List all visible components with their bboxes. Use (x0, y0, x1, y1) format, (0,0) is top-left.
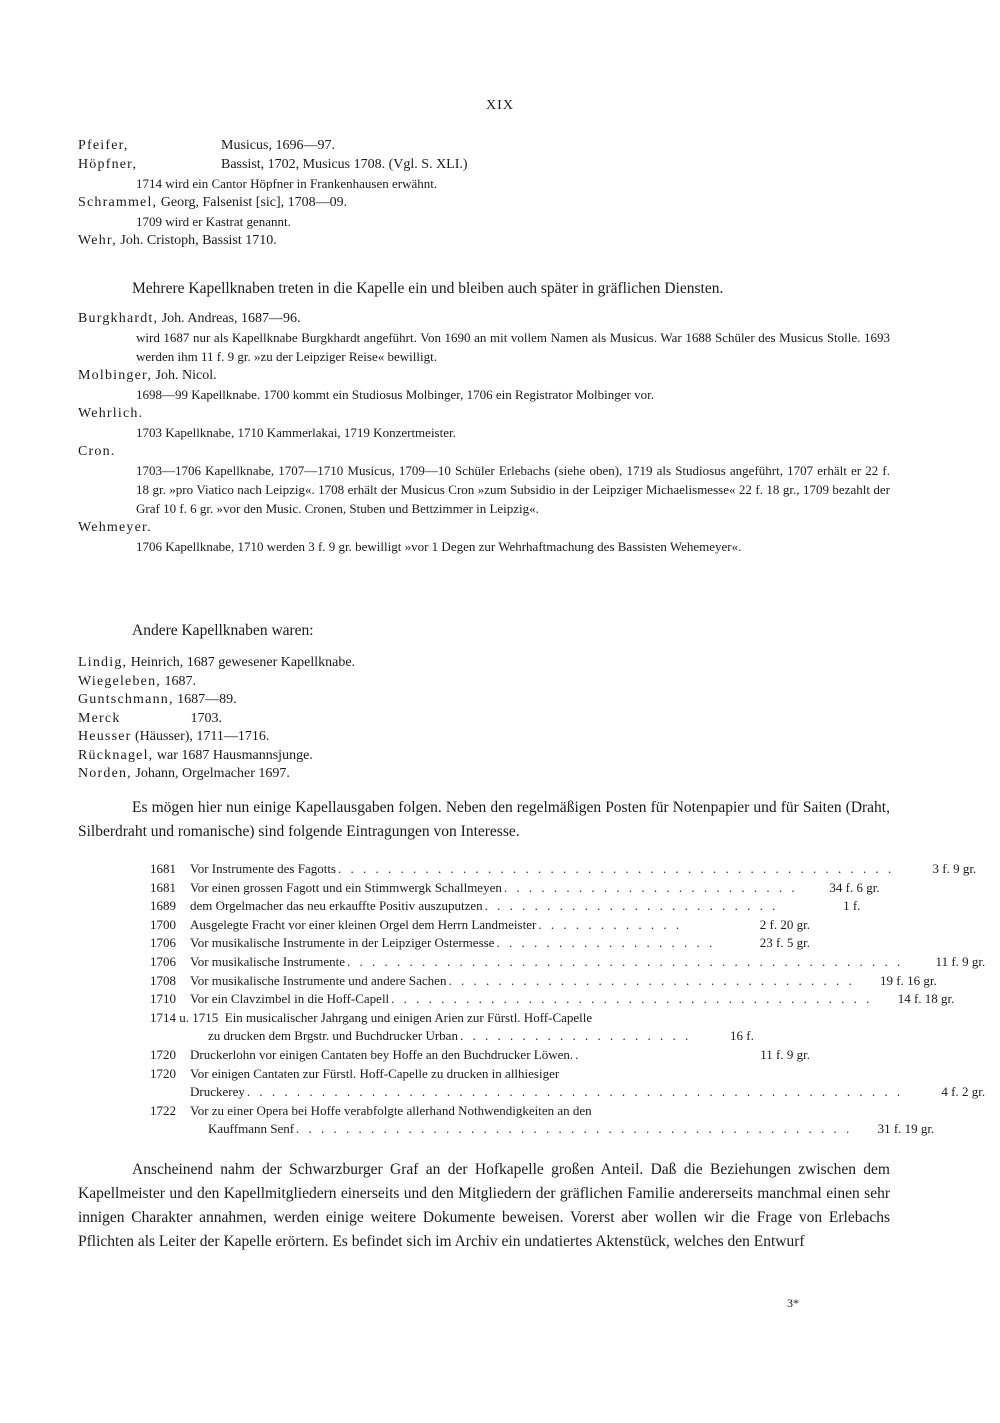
member-name: Pfeifer, (78, 138, 129, 153)
section-heading-2 (78, 620, 890, 642)
ledger-dots: . . . . . . . . . . . . . . . . . . (496, 935, 716, 951)
member-name: Wehr, (78, 233, 117, 248)
ledger-dots: . . . . . . . . . . . . . . . . . . . . . . . . (484, 898, 779, 914)
ledger-amount: 11 f. 9 gr. (760, 1046, 810, 1062)
boy-name: Merck (78, 710, 121, 726)
ledger-amount: 14 f. 18 gr. (897, 991, 955, 1007)
kapellknabe-entry (78, 309, 890, 328)
member-role: Bassist, 1702, Musicus 1708. (Vgl. S. XLI.) (221, 157, 468, 172)
ledger-dots: . . . . . . . . . . . . . . . . . . . . . . . . . . . . . . . . . . . . . . . . . . . . . . . . . . . . . (246, 1084, 904, 1100)
boy-name: Guntschmann, (78, 692, 174, 707)
ledger-text: Vor musikalische Instrumente und andere Sachen (190, 972, 447, 988)
kapellknabe-details: Joh. Andreas, 1687—96. (161, 311, 301, 326)
signature-mark: 3* (787, 1296, 799, 1310)
ledger-text: Vor zu einer Opera bei Hoffe verabfolgte allerhand Nothwendigkeiten an den (190, 1102, 592, 1118)
ledger-row (150, 1065, 810, 1084)
ledger-text: Ein musicalischer Jahrgang und einigen Arien zur Fürstl. Hoff-Capelle (224, 1009, 593, 1025)
ledger-amount: 19 f. 16 gr. (880, 972, 937, 988)
paragraph-text: Es mögen hier nun einige Kapellausgaben folgen. Neben den regelmäßigen Posten für Notenpapier und für Saiten (Draht, Silberdraht und romanische) sind folgende Eintragungen von Interesse. (78, 799, 890, 840)
member-note: 1709 wird er Kastrat genannt. (136, 214, 291, 229)
boy-name: Heusser (78, 729, 132, 744)
members-list (78, 136, 890, 250)
kapellknabe-note: 1706 Kapellknabe, 1710 werden 3 f. 9 gr. bewilligt »vor 1 Degen zur Wehrhaftmachung des Bassisten Wehemeyer«. (136, 539, 742, 554)
section-heading-1 (78, 278, 890, 300)
ledger-text: Vor musikalische Instrumente in der Leipziger Ostermesse (190, 935, 495, 951)
kapellknaben-list (78, 309, 890, 556)
boy-entry (78, 691, 890, 710)
ledger-year: 1722 (150, 1102, 176, 1118)
ledger-year: 1689 (150, 898, 176, 914)
ledger-dots: . . . . . . . . . . . . . . . . . . . (459, 1028, 692, 1044)
kapellknabe-name: Burgkhardt, (78, 311, 159, 326)
ledger-text: Vor ein Clavzimbel in die Hoff-Capell (190, 991, 390, 1007)
paragraph-1 (78, 796, 890, 844)
ledger-row (150, 1046, 810, 1065)
ledger-amount: 3 f. 9 gr. (932, 861, 977, 876)
boy-details: Johann, Orgelmacher 1697. (135, 766, 290, 781)
boy-details: (Häusser), 1711—1716. (135, 729, 270, 744)
kapellknabe-name: Molbinger, (78, 368, 153, 383)
ledger-text: dem Orgelmacher das neu erkauffte Positiv auszuputzen (190, 898, 483, 914)
ledger-row (150, 990, 955, 1009)
kapellknabe-entry (78, 404, 890, 423)
member-details: Joh. Cristoph, Bassist 1710. (120, 233, 277, 248)
ledger-year: 1710 (150, 991, 176, 1007)
boy-details: 1687. (164, 673, 196, 689)
ledger-text: Ausgelegte Fracht vor einer kleinen Orgel dem Herrn Landmeister (190, 916, 537, 932)
boy-entry (78, 765, 890, 784)
ledger-year: 1720 (150, 1065, 176, 1081)
boy-entry (78, 747, 890, 766)
boy-entry (78, 728, 890, 747)
paragraph-2 (78, 1158, 890, 1254)
member-role: Musicus, 1696—97. (221, 138, 335, 153)
ledger-dots: . . . . . . . . . . . . . . . . . . . . . . . . . . . . . . . . . . . . . . . . . . . . . (347, 953, 904, 969)
member-note: 1714 wird ein Cantor Höpfner in Frankenhausen erwähnt. (136, 176, 438, 191)
ledger-text-cont: zu drucken dem Brgstr. und Buchdrucker Urban (208, 1028, 458, 1044)
member-entry (78, 155, 890, 174)
ledger-amount: 31 f. 19 gr. (877, 1121, 935, 1137)
other-boys-list (78, 654, 890, 784)
boy-details: war 1687 Hausmannsjunge. (156, 747, 313, 763)
ledger-year: 1681 (150, 861, 176, 876)
kapellknabe-entry (78, 366, 890, 385)
ledger-text: Vor musikalische Instrumente (190, 953, 346, 969)
ledger-amount: 34 f. 6 gr. (829, 879, 880, 895)
ledger-dots: . (575, 1046, 582, 1062)
ledger-year: 1714 u. 1715 (150, 1009, 219, 1025)
ledger-dots: . . . . . . . . . . . . . . . . . . . . . . . . . . . . . . . . . . . . . . . (391, 991, 873, 1007)
kapellknabe-name: Cron. (78, 444, 116, 459)
ledger-text: Vor Instrumente des Fagotts (190, 861, 336, 876)
kapellknabe-details: Joh. Nicol. (155, 368, 217, 383)
ledger-dots: . . . . . . . . . . . . (538, 916, 683, 932)
ledger-year: 1700 (150, 916, 176, 932)
boy-details: Heinrich, 1687 gewesener Kapellknabe. (130, 655, 356, 670)
expense-ledger (150, 860, 986, 1139)
ledger-amount: 1 f. (843, 898, 861, 914)
ledger-year: 1681 (150, 879, 176, 895)
ledger-row (150, 1102, 810, 1121)
ledger-row-continuation (150, 1083, 986, 1102)
ledger-amount: 2 f. 20 gr. (759, 916, 810, 932)
kapellknabe-note: 1698—99 Kapellknabe. 1700 kommt ein Studiosus Molbinger, 1706 ein Registrator Molbinger vor. (136, 387, 654, 402)
ledger-row (150, 953, 986, 972)
member-name: Höpfner, (78, 157, 138, 172)
ledger-row (150, 934, 810, 953)
boy-details: 1687—89. (177, 692, 237, 707)
boy-details: 1703. (190, 710, 223, 726)
ledger-amount: 11 f. 9 gr. (935, 953, 986, 969)
ledger-text: Vor einigen Cantaten zur Fürstl. Hoff-Capelle zu drucken in allhiesiger (190, 1065, 560, 1081)
ledger-year: 1706 (150, 953, 176, 969)
ledger-row (150, 897, 861, 916)
ledger-text: Vor einen grossen Fagott und ein Stimmwergk Schallmeyen (190, 879, 502, 895)
kapellknabe-name: Wehmeyer. (78, 520, 152, 535)
ledger-text-cont: Kauffmann Senf (208, 1121, 295, 1137)
ledger-amount: 16 f. (730, 1028, 754, 1044)
member-details: Georg, Falsenist [sic], 1708—09. (160, 195, 348, 210)
ledger-dots: . . . . . . . . . . . . . . . . . . . . . . . . (503, 879, 798, 895)
ledger-row-continuation (150, 1027, 810, 1046)
ledger-row (150, 1009, 810, 1028)
ledger-amount: 4 f. 2 gr. (941, 1084, 986, 1100)
boy-name: Norden, (78, 766, 132, 781)
paragraph-text: Anscheinend nahm der Schwarzburger Graf an der Hofkapelle großen Anteil. Daß die Beziehungen zwischen dem Kapellmeister und den Kapellmitgliedern einerseits und den Mitgliedern der gräflichen Familie andererseits manchmal einen sehr innigen Charakter annahmen, werden einige weitere Dokumente beweisen. Vorerst aber wollen wir die Frage von Erlebachs Pflichten als Leiter der Kapelle erörtern. Es befindet sich im Archiv ein undatiertes Aktenstück, welches den Entwurf (78, 1161, 890, 1250)
ledger-row (150, 879, 880, 898)
boy-name: Lindig, (78, 655, 128, 670)
boy-entry (78, 710, 890, 729)
section-heading: Andere Kapellknaben waren: (132, 622, 314, 639)
kapellknabe-note: 1703—1706 Kapellknabe, 1707—1710 Musicus, 1709—10 Schüler Erlebachs (siehe oben), 1719 als Studiosus angeführt, 1707 erhält er 22 f. 18 gr. »pro Viatico nach Leipzig«. 1708 erhält der Musicus Cron »zum Subsidio in der Leipziger Michaelismesse« 22 f. 18 gr., 1709 bezahlt der Graf 10 f. 6 gr. »vor den Music. Cronen, Stuben und Bettzimmer in Leipzig«. (136, 463, 890, 516)
boy-entry (78, 654, 890, 673)
ledger-year: 1708 (150, 972, 176, 988)
ledger-amount: 23 f. 5 gr. (759, 935, 810, 951)
member-entry (78, 231, 890, 250)
ledger-row (150, 860, 977, 879)
ledger-dots: . . . . . . . . . . . . . . . . . . . . . . . . . . . . . . . . . . . . . . . . . . . . . (296, 1121, 853, 1137)
kapellknabe-note: 1703 Kapellknabe, 1710 Kammerlakai, 1719 Konzertmeister. (136, 425, 456, 440)
boy-entry (78, 673, 890, 692)
ledger-text-cont: Druckerey (190, 1084, 245, 1100)
ledger-dots: . . . . . . . . . . . . . . . . . . . . . . . . . . . . . . . . . (448, 972, 855, 988)
kapellknabe-entry (78, 518, 890, 537)
ledger-year: 1706 (150, 935, 176, 951)
ledger-row-continuation (150, 1120, 935, 1139)
page-number: XIX (486, 98, 514, 113)
member-entry (78, 193, 890, 212)
ledger-year: 1720 (150, 1046, 176, 1062)
member-entry (78, 136, 890, 155)
ledger-text: Druckerlohn vor einigen Cantaten bey Hoffe an den Buchdrucker Löwen. (190, 1046, 574, 1062)
section-heading: Mehrere Kapellknaben treten in die Kapelle ein und bleiben auch später in gräflichen Diensten. (132, 280, 724, 297)
ledger-row (150, 972, 937, 991)
boy-name: Wiegeleben, (78, 673, 161, 689)
kapellknabe-entry (78, 442, 890, 461)
ledger-dots: . . . . . . . . . . . . . . . . . . . . . . . . . . . . . . . . . . . . . . . . . . . . . (338, 861, 895, 876)
kapellknabe-name: Wehrlich. (78, 406, 144, 421)
kapellknabe-note: wird 1687 nur als Kapellknabe Burgkhardt angeführt. Von 1690 an mit vollem Namen als Musicus. War 1688 Schüler des Musicus Stolle. 1693 werden ihm 11 f. 9 gr. »zu der Leipziger Reise« bewilligt. (136, 330, 890, 364)
ledger-row (150, 916, 810, 935)
member-name: Schrammel, (78, 195, 158, 210)
boy-name: Rücknagel, (78, 747, 154, 763)
